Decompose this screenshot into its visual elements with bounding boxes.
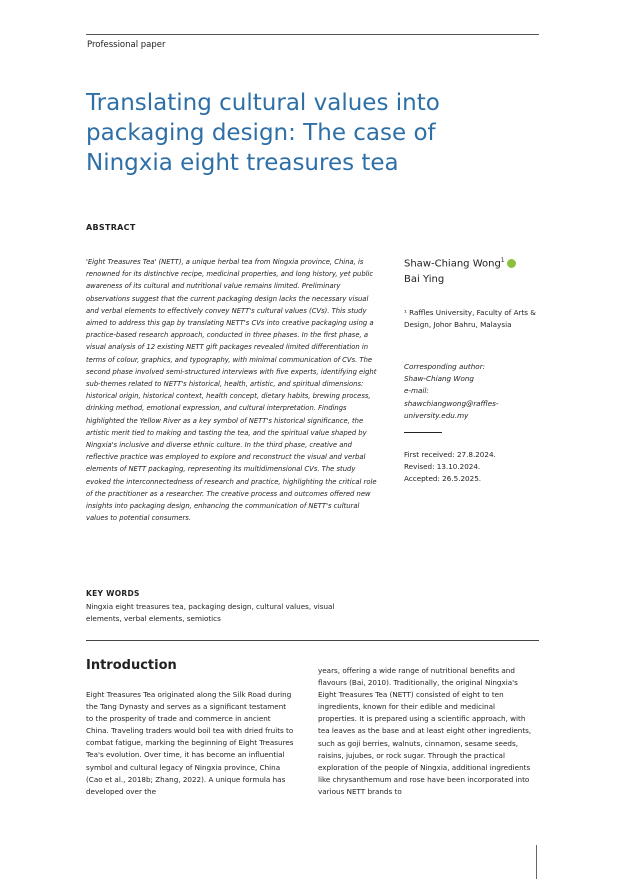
author-2-name: Bai Ying [404,274,445,285]
corresponding-label: Corresponding author: [404,362,486,371]
date-accepted: Accepted: 26.5.2025. [404,474,482,484]
header-rule [86,34,539,35]
page-margin-line [536,845,537,879]
corresponding-author [404,361,544,422]
section-rule [86,640,539,641]
abstract-heading: ABSTRACT [86,223,136,232]
author-1-name: Shaw-Chiang Wong [404,258,501,270]
introduction-col-right: years, offering a wide range of nutritional benefits and flavours (Bai, 2010). Traditionally, the original Ningxia's Eight Treasures Tea (NETT) consisted of eight to ten ingredients, known for their edible and medicinal properties. It is prepared using a scientific approach, with tea leaves as the base and at least eight other ingredients, such as goji berries, walnuts, cinnamon, sesame seeds, raisins, jujubes, or rock sugar. Through the practical exploration of the people of Ningxia, additional ingredients like chrysanthemum and rose have been incorporated into various NETT brands to [318,666,532,796]
email-link[interactable]: shawchiangwong@raffles-university.edu.my [404,398,499,420]
corresponding-name: Shaw-Chiang Wong [404,374,474,384]
author-1 [404,257,516,269]
paper-type: Professional paper [87,40,166,50]
abstract-text: 'Eight Treasures Tea' (NETT), a unique herbal tea from Ningxia province, China, is renowned for its distinctive recipe, medicinal properties, and long history, yet public awareness of its cultural and nutritional value remains limited. Preliminary observations suggest that the current packaging design lacks the necessary visual and verbal elements to effectively convey NETT's cultural values (CVs). This study aimed to address this gap by translating NETT's CVs into creative packaging using a practice-based research approach, conducted in three phases. In the first phase, a visual analysis of 12 existing NETT gift packages revealed limited differentiation in terms of colour, graphics, and typography, with minimal communication of CVs. The second phase involved semi-structured interviews with five experts, identifying eight sub-themes related to NETT's historical, health, artistic, and spiritual dimensions: historical origin, historical context, health concept, dietary habits, brewing process, drinking method, emotional expression, and cultural interpretation. Findings highlighted the Yellow River as a key symbol of NETT's historical significance, the artistic merit tied to making and tasting the tea, and the spiritual value shaped by Ningxia's inclusive and diverse ethnic culture. In the third phase, creative and reflective practice was employed to explore and reconstruct the visual and verbal elements of NETT packaging, representing its multidimensional CVs. The study evoked the interconnectedness of research and practice, highlighting the critical role of the practitioner as a researcher. The creative process and outcomes offered new insights into packaging design, enhancing the communication of NETT's cultural values to potential consumers. [86,258,377,523]
paper-title: Translating cultural values into packaging design: The case of Ningxia eight treasures tea [86,90,440,176]
keywords-text: Ningxia eight treasures tea, packaging design, cultural values, visual elements, verbal elements, semiotics [86,602,335,623]
dates [404,449,544,486]
date-received: First received: 27.8.2024. [404,450,496,459]
introduction-heading: Introduction [86,658,177,673]
introduction-col-left: Eight Treasures Tea originated along the Silk Road during the Tang Dynasty and serves as a significant testament to the prosperity of trade and commerce in ancient China. Traveling traders would boil tea with dried fruits to combat fatigue, marking the beginning of Eight Treasures Tea's evolution. Over time, it has become an influential symbol and cultural legacy of Ningxia province, China (Cao et al., 2018b; Zhang, 2022). A unique formula has developed over the [86,690,294,796]
author-1-affil-sup: 1 [500,257,505,264]
affiliation: ¹ Raffles University, Faculty of Arts & Design, Johor Bahru, Malaysia [404,308,536,330]
email-label: e-mail: [404,386,429,396]
author-2 [404,274,444,285]
date-revised: Revised: 13.10.2024. [404,462,481,472]
orcid-icon[interactable] [507,259,516,268]
keywords-heading: KEY WORDS [86,589,140,598]
side-divider [404,432,442,433]
